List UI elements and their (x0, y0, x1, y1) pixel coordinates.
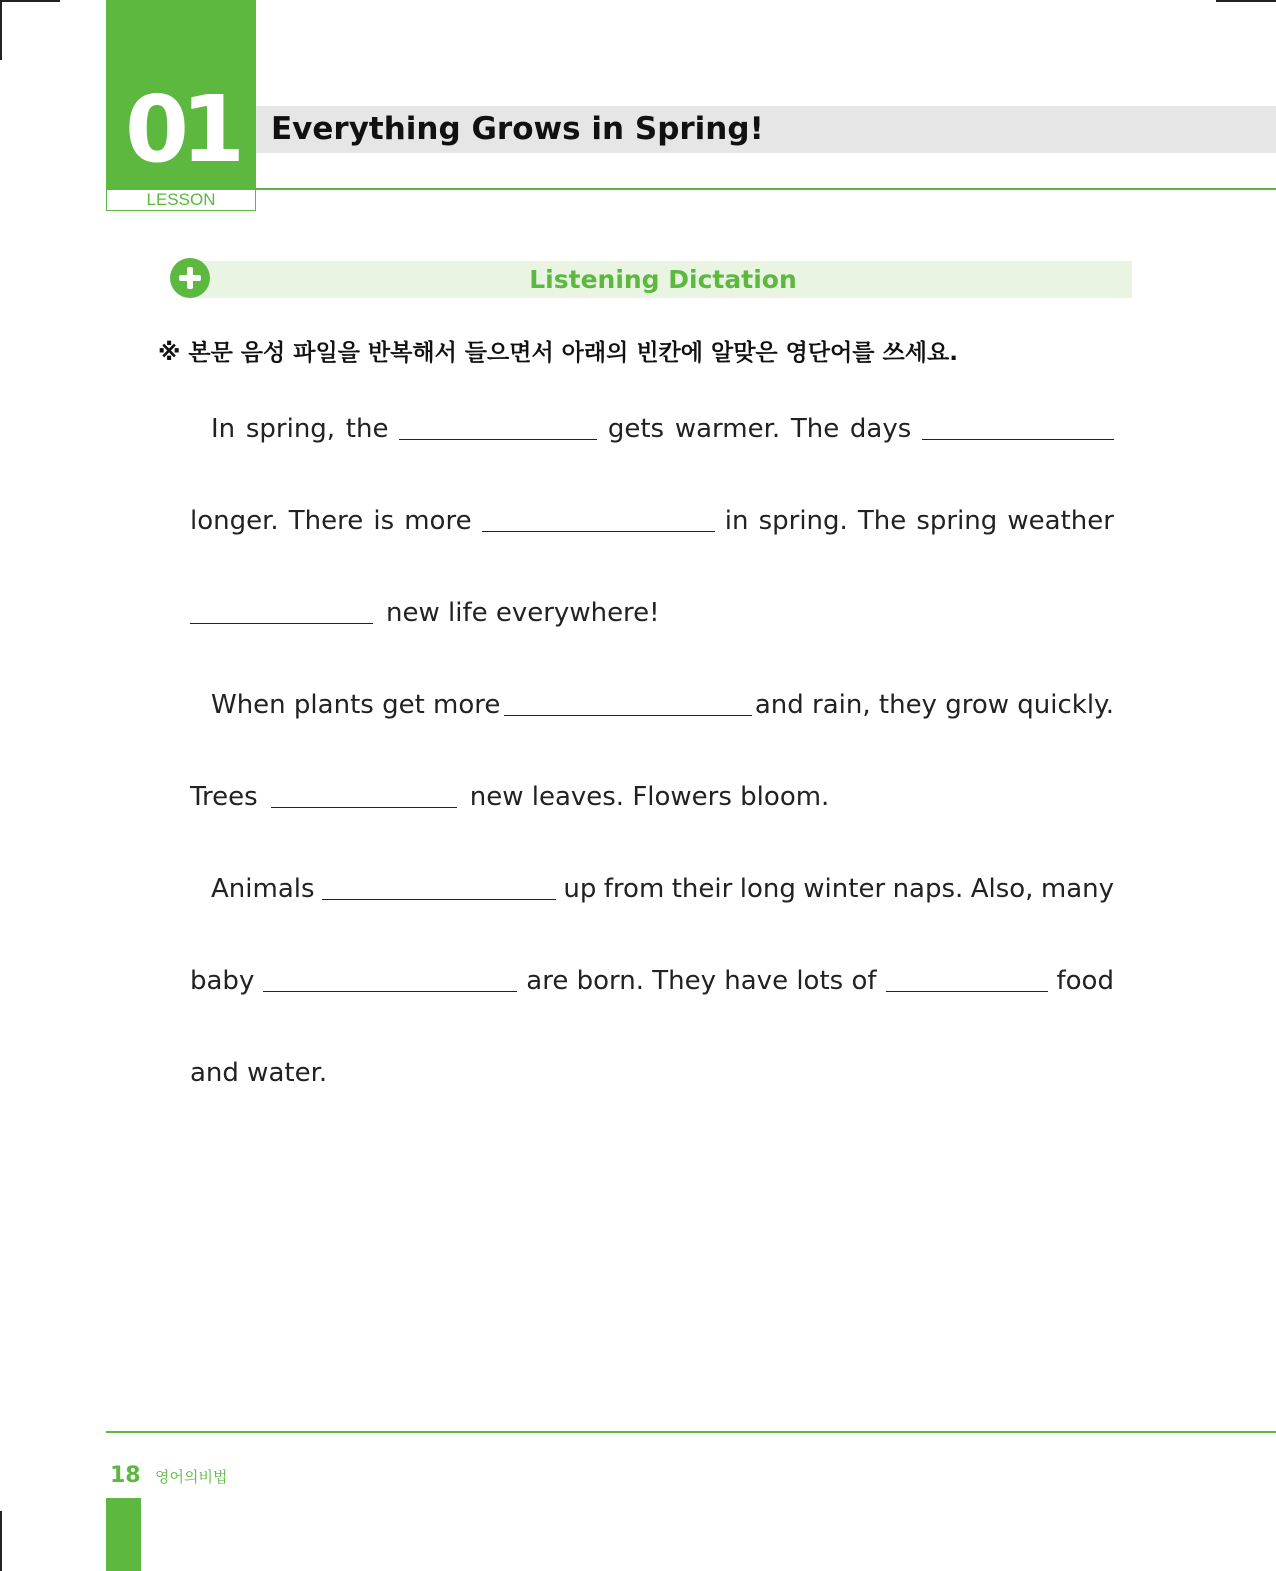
passage-word: their (671, 874, 733, 904)
passage-word: The (857, 506, 907, 536)
passage-word: is (373, 506, 395, 536)
lesson-badge (106, 0, 256, 190)
answer-blank[interactable] (482, 531, 715, 532)
passage-line (190, 777, 1114, 817)
instruction-text: ※ 본문 음성 파일을 반복해서 들으면서 아래의 빈칸에 알맞은 영단어를 쓰세요. (158, 340, 958, 366)
passage-word: winter (803, 874, 886, 904)
page-title: Everything Grows in Spring! (271, 111, 764, 147)
passage-line (190, 685, 1114, 725)
passage-word: the (345, 414, 389, 444)
crop-mark (0, 0, 2, 60)
passage-word: gets (607, 414, 665, 444)
passage-text: and rain, they grow quickly. (754, 690, 1114, 720)
passage-word: In (211, 414, 236, 444)
answer-blank[interactable] (504, 715, 752, 716)
page-number: 18 (110, 1463, 141, 1488)
passage-word: from (603, 874, 665, 904)
answer-blank[interactable] (190, 623, 373, 624)
passage-word: Animals (211, 874, 315, 904)
passage-line (190, 593, 1114, 633)
passage-word: weather (1007, 506, 1114, 536)
plus-circle-icon (170, 258, 210, 298)
passage-word: Trees (190, 782, 258, 812)
passage-word: naps. (892, 874, 964, 904)
answer-blank[interactable] (263, 991, 517, 992)
passage-word: warmer. (674, 414, 781, 444)
passage-word: longer. (190, 506, 279, 536)
passage-word: food (1056, 966, 1114, 996)
passage-word: The (790, 414, 840, 444)
crop-mark (0, 0, 60, 2)
passage-text: and water. (190, 1058, 328, 1088)
lesson-label: LESSON (106, 189, 256, 211)
passage-text: new life everywhere! (386, 598, 660, 628)
passage-line (190, 1053, 1114, 1093)
passage-word: spring (916, 506, 998, 536)
passage-word: spring. (758, 506, 848, 536)
answer-blank[interactable] (886, 991, 1048, 992)
passage-word: spring, (245, 414, 336, 444)
book-name: 영어의비법 (155, 1468, 228, 1486)
section-title: Listening Dictation (529, 265, 797, 294)
passage-word: Also, (970, 874, 1034, 904)
passage-word: up (563, 874, 597, 904)
passage-text: new leaves. Flowers bloom. (469, 782, 830, 812)
lesson-number: 01 (124, 76, 238, 183)
crop-mark (0, 1511, 2, 1571)
passage-line (190, 869, 1114, 909)
passage-word: There (288, 506, 364, 536)
passage-line (190, 501, 1114, 541)
passage-line (190, 961, 1114, 1001)
passage-word: baby (190, 966, 255, 996)
footer-divider (106, 1431, 1276, 1433)
crop-mark (1216, 0, 1276, 2)
section-banner (190, 261, 1132, 298)
passage-text: When plants get more (211, 690, 501, 720)
passage-text: are born. They have lots of (526, 966, 877, 996)
answer-blank[interactable] (922, 439, 1114, 440)
passage-word: long (739, 874, 796, 904)
title-bar (256, 106, 1276, 153)
passage-word: in (724, 506, 749, 536)
passage-line (190, 409, 1114, 449)
title-divider (256, 188, 1276, 190)
passage-word: days (849, 414, 912, 444)
passage-word: more (404, 506, 472, 536)
answer-blank[interactable] (322, 899, 556, 900)
passage-word: many (1040, 874, 1114, 904)
answer-blank[interactable] (271, 807, 457, 808)
footer-tab (106, 1498, 141, 1571)
answer-blank[interactable] (399, 439, 597, 440)
